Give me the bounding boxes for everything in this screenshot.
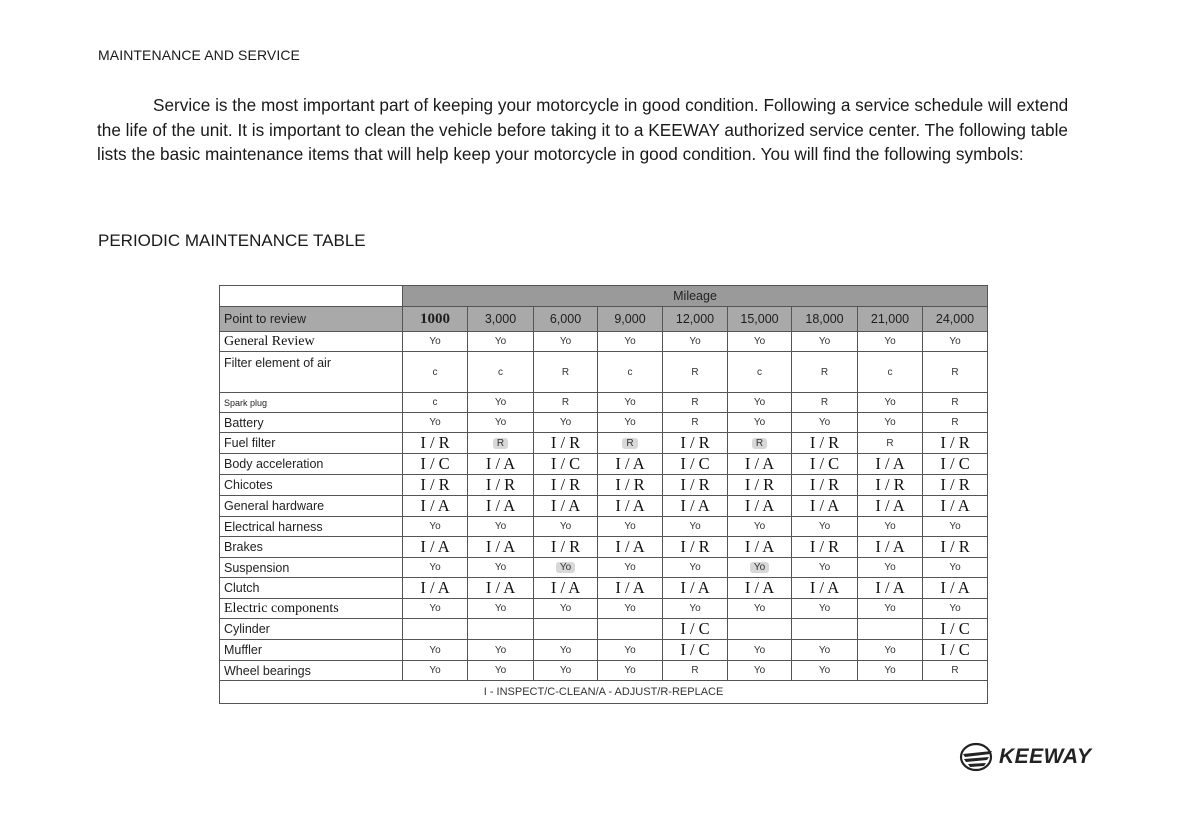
table-cell: Yo [598, 640, 663, 661]
table-cell: Yo [534, 599, 598, 619]
table-cell: I / A [403, 537, 468, 558]
table-cell [598, 619, 663, 640]
table-cell: I / A [468, 496, 534, 517]
table-cell: Yo [403, 661, 468, 681]
table-cell: I / C [923, 640, 988, 661]
table-cell: Yo [598, 599, 663, 619]
table-cell: Yo [858, 332, 923, 352]
table-cell: I / A [728, 578, 792, 599]
cell-value: R [752, 438, 767, 449]
table-cell: I / C [403, 454, 468, 475]
cell-value: Yo [556, 562, 575, 573]
table-cell: I / R [598, 475, 663, 496]
table-row [220, 619, 988, 640]
table-cell [598, 433, 663, 454]
point-to-review-header: Point to review [220, 307, 403, 332]
table-row [220, 352, 988, 393]
table-cell: Yo [598, 661, 663, 681]
table-cell: Yo [663, 558, 728, 578]
table-cell: Yo [792, 640, 858, 661]
column-header: 21,000 [858, 307, 923, 332]
table-cell: c [858, 352, 923, 393]
table-cell: I / A [858, 537, 923, 558]
table-row [220, 332, 988, 352]
table-cell: I / R [403, 475, 468, 496]
table-cell: I / R [534, 537, 598, 558]
table-cell: Yo [403, 558, 468, 578]
table-cell: Yo [792, 599, 858, 619]
table-cell: Yo [468, 558, 534, 578]
column-header: 6,000 [534, 307, 598, 332]
table-cell: I / C [663, 640, 728, 661]
table-cell [728, 558, 792, 578]
table-cell: c [728, 352, 792, 393]
row-label: General hardware [220, 496, 403, 517]
row-label: Clutch [220, 578, 403, 599]
table-cell: Yo [858, 640, 923, 661]
column-header: 24,000 [923, 307, 988, 332]
table-cell: Yo [923, 517, 988, 537]
table-cell: R [792, 352, 858, 393]
keeway-swoosh-icon [959, 742, 995, 772]
table-cell: Yo [858, 413, 923, 433]
column-header: 1000 [403, 307, 468, 332]
table-cell: Yo [534, 332, 598, 352]
table-cell [728, 619, 792, 640]
table-cell: Yo [403, 640, 468, 661]
table-cell: I / A [663, 496, 728, 517]
row-label: Battery [220, 413, 403, 433]
table-cell: Yo [728, 640, 792, 661]
table-cell: I / R [792, 537, 858, 558]
table-cell: I / R [403, 433, 468, 454]
table-cell: R [663, 352, 728, 393]
table-cell: Yo [923, 332, 988, 352]
table-row [220, 661, 988, 681]
table-cell: R [663, 661, 728, 681]
table-cell: I / R [534, 475, 598, 496]
table-cell: I / A [792, 496, 858, 517]
table-cell: Yo [403, 517, 468, 537]
column-header: 15,000 [728, 307, 792, 332]
table-cell: Yo [792, 558, 858, 578]
table-cell: Yo [728, 599, 792, 619]
table-cell: I / R [923, 537, 988, 558]
table-row [220, 599, 988, 619]
table-cell: Yo [534, 517, 598, 537]
table-cell: c [403, 393, 468, 413]
cell-value: R [493, 438, 508, 449]
blank-corner-cell [220, 286, 403, 307]
table-cell: c [468, 352, 534, 393]
row-label: Body acceleration [220, 454, 403, 475]
table-cell: c [598, 352, 663, 393]
table-cell: I / R [858, 475, 923, 496]
table-cell: I / C [923, 619, 988, 640]
table-cell: R [792, 393, 858, 413]
table-cell: Yo [598, 332, 663, 352]
table-cell [792, 619, 858, 640]
row-label: Suspension [220, 558, 403, 578]
table-cell: Yo [663, 517, 728, 537]
table-cell: Yo [923, 558, 988, 578]
table-cell: I / R [468, 475, 534, 496]
legend-row [220, 681, 988, 704]
table-cell: Yo [534, 413, 598, 433]
row-label: Spark plug [220, 393, 403, 413]
table-cell: R [663, 413, 728, 433]
table-cell: I / R [663, 475, 728, 496]
table-cell: Yo [792, 332, 858, 352]
row-label: Cylinder [220, 619, 403, 640]
table-cell: I / A [598, 537, 663, 558]
page-header: MAINTENANCE AND SERVICE [98, 47, 300, 63]
table-cell [468, 619, 534, 640]
table-cell: Yo [663, 332, 728, 352]
table-cell: Yo [858, 517, 923, 537]
table-cell: Yo [598, 558, 663, 578]
table-cell: Yo [792, 661, 858, 681]
table-cell: I / R [663, 433, 728, 454]
table-cell: Yo [858, 558, 923, 578]
maintenance-table [219, 285, 988, 704]
table-cell: Yo [792, 413, 858, 433]
table-cell: R [663, 393, 728, 413]
row-label: Filter element of air [220, 352, 403, 393]
table-cell: Yo [598, 413, 663, 433]
table-cell: I / R [923, 475, 988, 496]
table-cell [534, 558, 598, 578]
table-cell: Yo [468, 599, 534, 619]
table-cell: Yo [598, 517, 663, 537]
row-label: Electric components [220, 599, 403, 619]
table-cell [403, 619, 468, 640]
table-cell: Yo [728, 661, 792, 681]
table-cell: Yo [468, 517, 534, 537]
table-cell: I / R [792, 433, 858, 454]
table-cell: I / A [792, 578, 858, 599]
intro-paragraph [97, 93, 1087, 167]
table-row [220, 454, 988, 475]
table-cell: Yo [858, 661, 923, 681]
table-cell: I / A [923, 578, 988, 599]
table-cell: R [923, 352, 988, 393]
table-cell: I / R [923, 433, 988, 454]
table-cell: R [534, 393, 598, 413]
table-cell: I / A [468, 537, 534, 558]
table-cell: Yo [858, 393, 923, 413]
table-cell [468, 433, 534, 454]
table-cell: I / R [663, 537, 728, 558]
table-cell: I / A [728, 496, 792, 517]
table-row [220, 578, 988, 599]
table-row [220, 433, 988, 454]
table-cell: I / C [792, 454, 858, 475]
table-cell: I / A [598, 454, 663, 475]
table-cell: Yo [468, 393, 534, 413]
table-cell: Yo [663, 599, 728, 619]
table-cell [728, 433, 792, 454]
table-cell: Yo [403, 413, 468, 433]
table-cell: Yo [728, 332, 792, 352]
table-cell: I / C [663, 454, 728, 475]
table-cell: R [858, 433, 923, 454]
table-cell: Yo [728, 517, 792, 537]
table-cell: Yo [403, 599, 468, 619]
table-cell: Yo [792, 517, 858, 537]
table-row [220, 413, 988, 433]
column-header: 3,000 [468, 307, 534, 332]
column-header-row [220, 307, 988, 332]
table-row [220, 558, 988, 578]
row-label: General Review [220, 332, 403, 352]
table-cell: I / C [663, 619, 728, 640]
table-row [220, 640, 988, 661]
intro-text: Service is the most important part of keeping your motorcycle in good condition. Following a service schedule will extend the life of the unit. It is important to clean the vehicle before taking it to a KEEWAY authorized service center. The following table lists the basic maintenance items that will help keep your motorcycle in good condition. You will find the following symbols: [97, 95, 1069, 164]
table-cell: I / A [858, 454, 923, 475]
table-cell: I / A [663, 578, 728, 599]
column-header: 12,000 [663, 307, 728, 332]
table-row [220, 496, 988, 517]
table-cell: I / A [534, 496, 598, 517]
table-cell: I / A [403, 578, 468, 599]
section-title: PERIODIC MAINTENANCE TABLE [98, 231, 366, 250]
row-label: Chicotes [220, 475, 403, 496]
table-cell [534, 619, 598, 640]
table-cell: I / R [792, 475, 858, 496]
table-cell: c [403, 352, 468, 393]
column-header: 9,000 [598, 307, 663, 332]
keeway-logo [959, 742, 1091, 772]
table-cell: I / A [534, 578, 598, 599]
table-row [220, 517, 988, 537]
table-cell: I / C [923, 454, 988, 475]
table-cell: R [923, 661, 988, 681]
table-cell: R [923, 413, 988, 433]
table-cell: Yo [858, 599, 923, 619]
table-cell: Yo [468, 413, 534, 433]
table-cell: I / R [534, 433, 598, 454]
table-cell: I / R [728, 475, 792, 496]
row-label: Fuel filter [220, 433, 403, 454]
row-label: Brakes [220, 537, 403, 558]
table-row [220, 393, 988, 413]
table-cell: I / A [858, 578, 923, 599]
table-cell: Yo [534, 661, 598, 681]
row-label: Wheel bearings [220, 661, 403, 681]
table-cell: Yo [923, 599, 988, 619]
table-cell: I / A [598, 496, 663, 517]
table-cell: Yo [598, 393, 663, 413]
table-cell: Yo [728, 413, 792, 433]
column-header: 18,000 [792, 307, 858, 332]
table-cell: I / A [598, 578, 663, 599]
table-cell: Yo [468, 661, 534, 681]
mileage-header-row [220, 286, 988, 307]
table-cell: Yo [534, 640, 598, 661]
table-cell: Yo [728, 393, 792, 413]
legend-text: I - INSPECT/C-CLEAN/A - ADJUST/R-REPLACE [220, 681, 988, 704]
cell-value: R [622, 438, 637, 449]
table-cell: I / A [858, 496, 923, 517]
table-cell: I / A [923, 496, 988, 517]
row-label: Electrical harness [220, 517, 403, 537]
table-cell: I / A [403, 496, 468, 517]
mileage-header: Mileage [403, 286, 988, 307]
row-label: Muffler [220, 640, 403, 661]
table-cell: I / C [534, 454, 598, 475]
table-cell: I / A [728, 537, 792, 558]
table-cell: I / A [728, 454, 792, 475]
brand-wordmark: KEEWAY [999, 745, 1092, 768]
cell-value: Yo [750, 562, 769, 573]
table-cell: R [534, 352, 598, 393]
table-cell: Yo [468, 332, 534, 352]
table-cell: I / A [468, 578, 534, 599]
table-cell: Yo [468, 640, 534, 661]
table-cell: Yo [403, 332, 468, 352]
table-cell [858, 619, 923, 640]
table-row [220, 537, 988, 558]
table-row [220, 475, 988, 496]
table-cell: R [923, 393, 988, 413]
table-cell: I / A [468, 454, 534, 475]
